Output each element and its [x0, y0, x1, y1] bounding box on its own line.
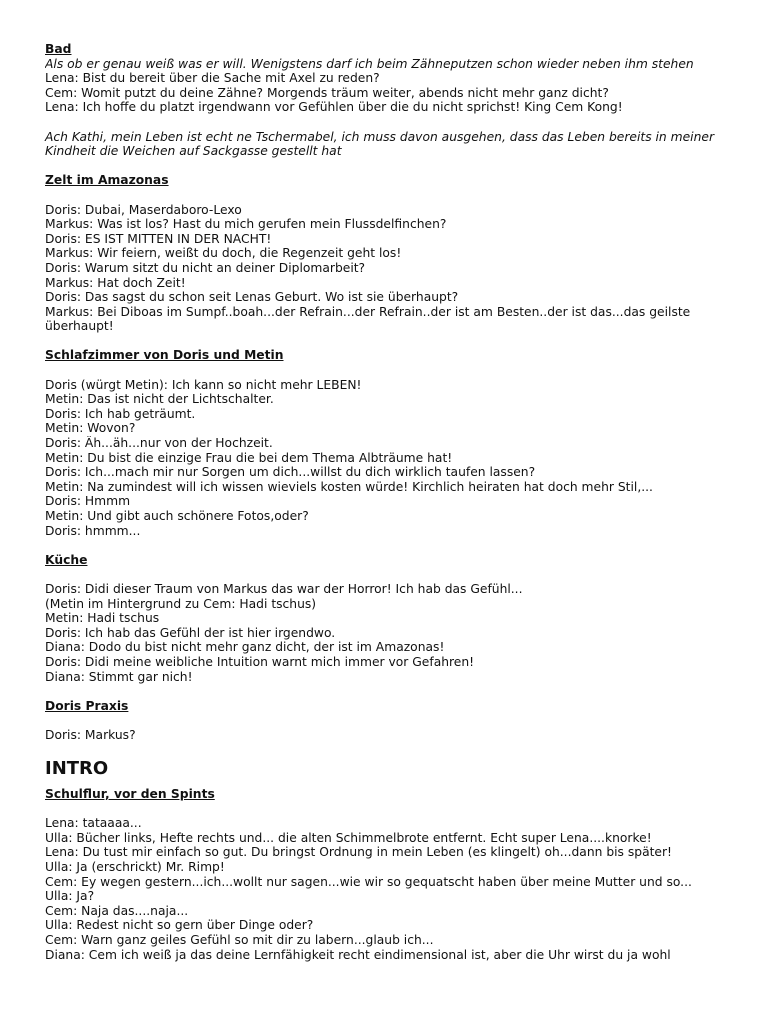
dialogue-line: Ulla: Bücher links, Hefte rechts und... die alten Schimmelbrote entfernt. Echt super Lena....knorke!	[45, 830, 652, 845]
section-title-intro: INTRO	[45, 758, 109, 780]
scene-heading-schulflur: Schulflur, vor den Spints	[45, 787, 215, 802]
dialogue-line: Doris: Ich hab das Gefühl der ist hier irgendwo.	[45, 625, 336, 640]
scene-heading-schlafzimmer: Schlafzimmer von Doris und Metin	[45, 348, 284, 363]
dialogue-line: Doris: Didi meine weibliche Intuition warnt mich immer vor Gefahren!	[45, 654, 475, 669]
dialogue-line: Markus: Was ist los? Hast du mich gerufen mein Flussdelfinchen?	[45, 217, 447, 232]
scene-heading-bad: Bad	[45, 42, 72, 56]
dialogue-line: Markus: Wir feiern, weißt du doch, die Regenzeit geht los!	[45, 246, 402, 261]
spacer	[45, 334, 745, 349]
spacer	[45, 188, 745, 203]
dialogue-line: Ulla: Redest nicht so gern über Dinge oder?	[45, 918, 314, 933]
dialogue-line: Markus: Bei Diboas im Sumpf..boah...der Refrain...der Refrain..der ist am Besten..der ist das...das geilste überhaupt!	[45, 304, 691, 334]
dialogue-line: Doris: Dubai, Maserdaboro-Lexo	[45, 202, 242, 217]
scene-heading-praxis: Doris Praxis	[45, 698, 129, 713]
dialogue-line: Doris: Didi dieser Traum von Markus das war der Horror! Ich hab das Gefühl...	[45, 581, 523, 596]
dialogue-line: Diana: Cem ich weiß ja das deine Lernfähigkeit recht eindimensional ist, aber die Uhr wirst du ja wohl	[45, 947, 671, 962]
spacer	[45, 115, 745, 130]
dialogue-line: Metin: Und gibt auch schönere Fotos,oder?	[45, 509, 309, 523]
dialogue-line: Lena: Bist du bereit über die Sache mit Axel zu reden?	[45, 71, 380, 86]
spacer	[45, 802, 745, 817]
dialogue-line: Doris (würgt Metin): Ich kann so nicht mehr LEBEN!	[45, 377, 362, 392]
dialogue-line: (Metin im Hintergrund zu Cem: Hadi tschus)	[45, 596, 317, 611]
dialogue-line: Ulla: Ja (erschrickt) Mr. Rimp!	[45, 860, 225, 875]
spacer	[45, 159, 745, 174]
dialogue-line: Lena: tataaaa...	[45, 816, 142, 831]
dialogue-line: Doris: hmmm...	[45, 523, 141, 538]
dialogue-line: Doris: ES IST MITTEN IN DER NACHT!	[45, 231, 272, 246]
dialogue-line: Markus: Hat doch Zeit!	[45, 275, 186, 290]
spacer	[45, 743, 745, 758]
dialogue-line: Doris: Das sagst du schon seit Lenas Geburt. Wo ist sie überhaupt?	[45, 290, 459, 305]
spacer	[45, 567, 745, 582]
dialogue-line: Cem: Warn ganz geiles Gefühl so mit dir zu labern...glaub ich...	[45, 933, 434, 948]
dialogue-line: Metin: Wovon?	[45, 421, 136, 436]
spacer	[45, 684, 745, 699]
scene-heading-kueche: Küche	[45, 552, 88, 567]
dialogue-line: Lena: Du tust mir einfach so gut. Du bringst Ordnung in mein Leben (es klingelt) oh...dann bis später!	[45, 845, 672, 860]
dialogue-line: Doris: Hmmm	[45, 494, 131, 509]
dialogue-line: Cem: Womit putzt du deine Zähne? Morgends träum weiter, abends nicht mehr ganz dicht?	[45, 85, 609, 100]
dialogue-line: Cem: Ey wegen gestern...ich...wollt nur sagen...wie wir so gequatscht haben über meine Mutter und so...	[45, 874, 692, 889]
dialogue-line: Ulla: Ja?	[45, 889, 95, 904]
dialogue-line: Doris: Warum sitzt du nicht an deiner Diplomarbeit?	[45, 260, 366, 275]
dialogue-line: Metin: Na zumindest will ich wissen wieviels kosten würde! Kirchlich heiraten hat doch mehr Stil,...	[45, 479, 653, 494]
dialogue-line: Doris: Ich...mach mir nur Sorgen um dich...willst du dich wirklich taufen lassen?	[45, 465, 536, 480]
narration-line: Als ob er genau weiß was er will. Wenigstens darf ich beim Zähneputzen schon wieder neben ihm stehen	[45, 56, 694, 71]
dialogue-line: Lena: Ich hoffe du platzt irgendwann vor Gefühlen über die du nicht sprichst! King Cem Kong!	[45, 100, 623, 115]
dialogue-line: Diana: Dodo du bist nicht mehr ganz dicht, der ist im Amazonas!	[45, 640, 445, 655]
dialogue-line: Doris: Äh...äh...nur von der Hochzeit.	[45, 436, 273, 451]
spacer	[45, 363, 745, 378]
spacer	[45, 713, 745, 728]
script-page	[45, 42, 745, 962]
dialogue-line: Metin: Hadi tschus	[45, 611, 160, 626]
dialogue-line: Doris: Markus?	[45, 727, 136, 742]
spacer	[45, 538, 745, 553]
dialogue-line: Metin: Du bist die einzige Frau die bei dem Thema Albträume hat!	[45, 450, 453, 465]
dialogue-line: Metin: Das ist nicht der Lichtschalter.	[45, 392, 274, 407]
dialogue-line: Doris: Ich hab geträumt.	[45, 406, 196, 421]
narration-paragraph: Ach Kathi, mein Leben ist echt ne Tschermabel, ich muss davon ausgehen, dass das Leben bereits in meiner Kindheit die Weichen auf Sackgasse gestellt hat	[45, 129, 715, 159]
scene-heading-zelt: Zelt im Amazonas	[45, 173, 169, 188]
dialogue-line: Cem: Naja das....naja...	[45, 903, 189, 918]
dialogue-line: Diana: Stimmt gar nich!	[45, 669, 193, 684]
